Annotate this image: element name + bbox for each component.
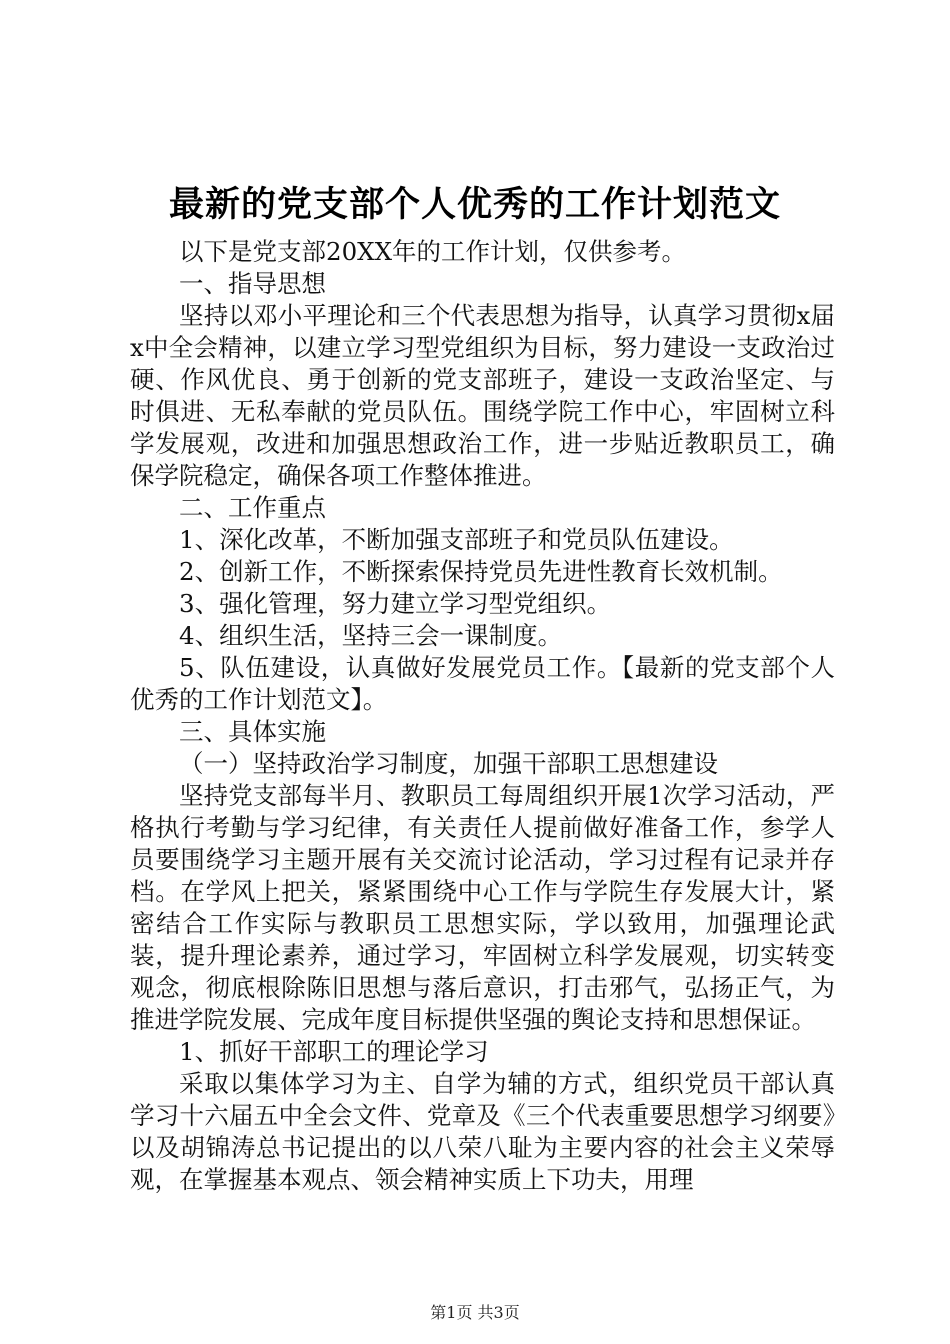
section-heading: 三、具体实施 <box>179 717 326 746</box>
subsection-heading: 1、抓好干部职工的理论学习 <box>179 1037 489 1066</box>
subsection-heading: （一）坚持政治学习制度，加强干部职工思想建设 <box>179 749 718 778</box>
list-item: 3、强化管理，努力建立学习型党组织。 <box>179 589 612 618</box>
paragraph: 采取以集体学习为主、自学为辅的方式，组织党员干部认真学习十六届五中全会文件、党章及《三个代表重要思想学习纲要》以及胡锦涛总书记提出的以八荣八耻为主要内容的社会主义荣辱观，在掌握基本观点、领会精神实质上下功夫，用理 <box>130 1069 835 1194</box>
paragraph: 坚持以邓小平理论和三个代表思想为指导，认真学习贯彻x届x中全会精神，以建立学习型党组织为目标，努力建设一支政治过硬、作风优良、勇于创新的党支部班子，建设一支政治坚定、与时俱进、无私奉献的党员队伍。围绕学院工作中心，牢固树立科学发展观，改进和加强思想政治工作，进一步贴近教职员工，确保学院稳定，确保各项工作整体推进。 <box>130 301 835 490</box>
section-heading: 一、指导思想 <box>179 269 326 298</box>
document-title: 最新的党支部个人优秀的工作计划范文 <box>168 184 781 225</box>
list-item: 1、深化改革，不断加强支部班子和党员队伍建设。 <box>179 525 734 554</box>
paragraph: 以下是党支部20XX年的工作计划，仅供参考。 <box>179 237 687 266</box>
list-item: 2、创新工作，不断探索保持党员先进性教育长效机制。 <box>179 557 783 586</box>
list-item: 5、队伍建设，认真做好发展党员工作。【最新的党支部个人优秀的工作计划范文】。 <box>130 653 835 714</box>
document-body <box>130 236 835 1196</box>
page-footer: 第1页 共3页 <box>430 1303 520 1322</box>
section-heading: 二、工作重点 <box>179 493 326 522</box>
list-item: 4、组织生活，坚持三会一课制度。 <box>179 621 563 650</box>
paragraph: 坚持党支部每半月、教职员工每周组织开展1次学习活动，严格执行考勤与学习纪律，有关责任人提前做好准备工作，参学人员要围绕学习主题开展有关交流讨论活动，学习过程有记录并存档。在学风上把关，紧紧围绕中心工作与学院生存发展大计，紧密结合工作实际与教职员工思想实际，学以致用，加强理论武装，提升理论素养，通过学习，牢固树立科学发展观，切实转变观念，彻底根除陈旧思想与落后意识，打击邪气，弘扬正气，为推进学院发展、完成年度目标提供坚强的舆论支持和思想保证。 <box>130 781 835 1034</box>
